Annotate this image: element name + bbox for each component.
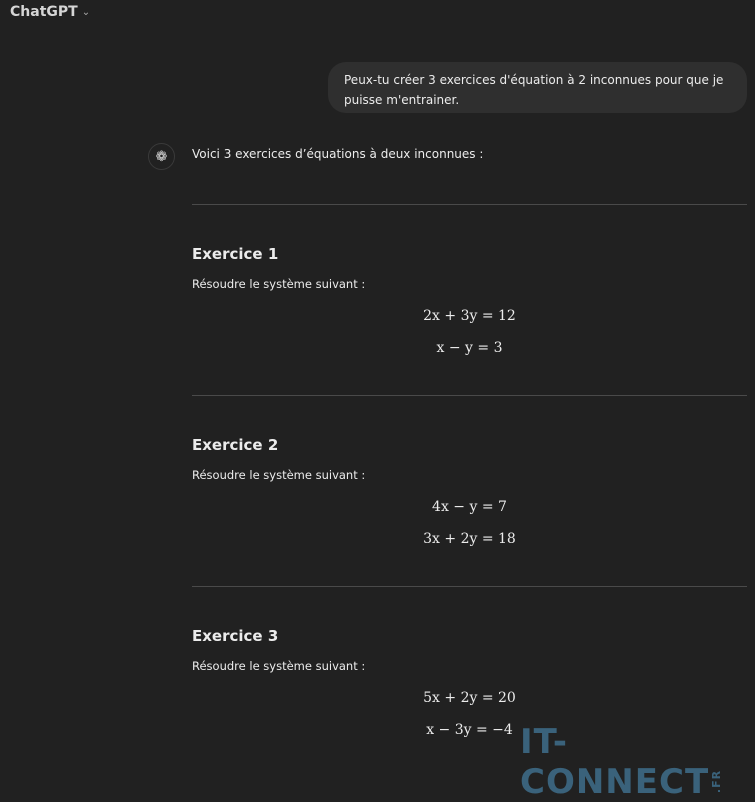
divider [192,586,747,587]
chevron-down-icon: ⌄ [81,6,91,18]
equation: 4x − y = 7 [432,499,507,515]
watermark-suffix: .FR [710,769,724,794]
openai-logo-icon: ❁ [148,143,175,170]
equation: x − y = 3 [436,340,503,356]
equation: x − 3y = −4 [426,722,513,738]
divider [192,395,747,396]
exercise-title: Exercice 2 [192,436,279,454]
equation: 3x + 2y = 18 [423,531,516,547]
watermark-logo [520,722,755,802]
app-title: ChatGPT [10,4,78,20]
equation: 2x + 3y = 12 [423,308,516,324]
exercise-subtitle: Résoudre le système suivant : [192,659,366,673]
equation: 5x + 2y = 20 [423,690,516,706]
watermark-text: IT-CONNECT [520,722,710,802]
divider [192,204,747,205]
exercise-subtitle: Résoudre le système suivant : [192,277,366,291]
exercise-subtitle: Résoudre le système suivant : [192,468,366,482]
exercise-title: Exercice 3 [192,627,279,645]
exercise-title: Exercice 1 [192,245,279,263]
assistant-intro: Voici 3 exercices d’équations à deux inconnues : [192,147,484,161]
user-message: Peux-tu créer 3 exercices d'équation à 2 inconnues pour que je puisse m'entrainer. [328,62,747,113]
model-selector[interactable] [10,4,90,20]
